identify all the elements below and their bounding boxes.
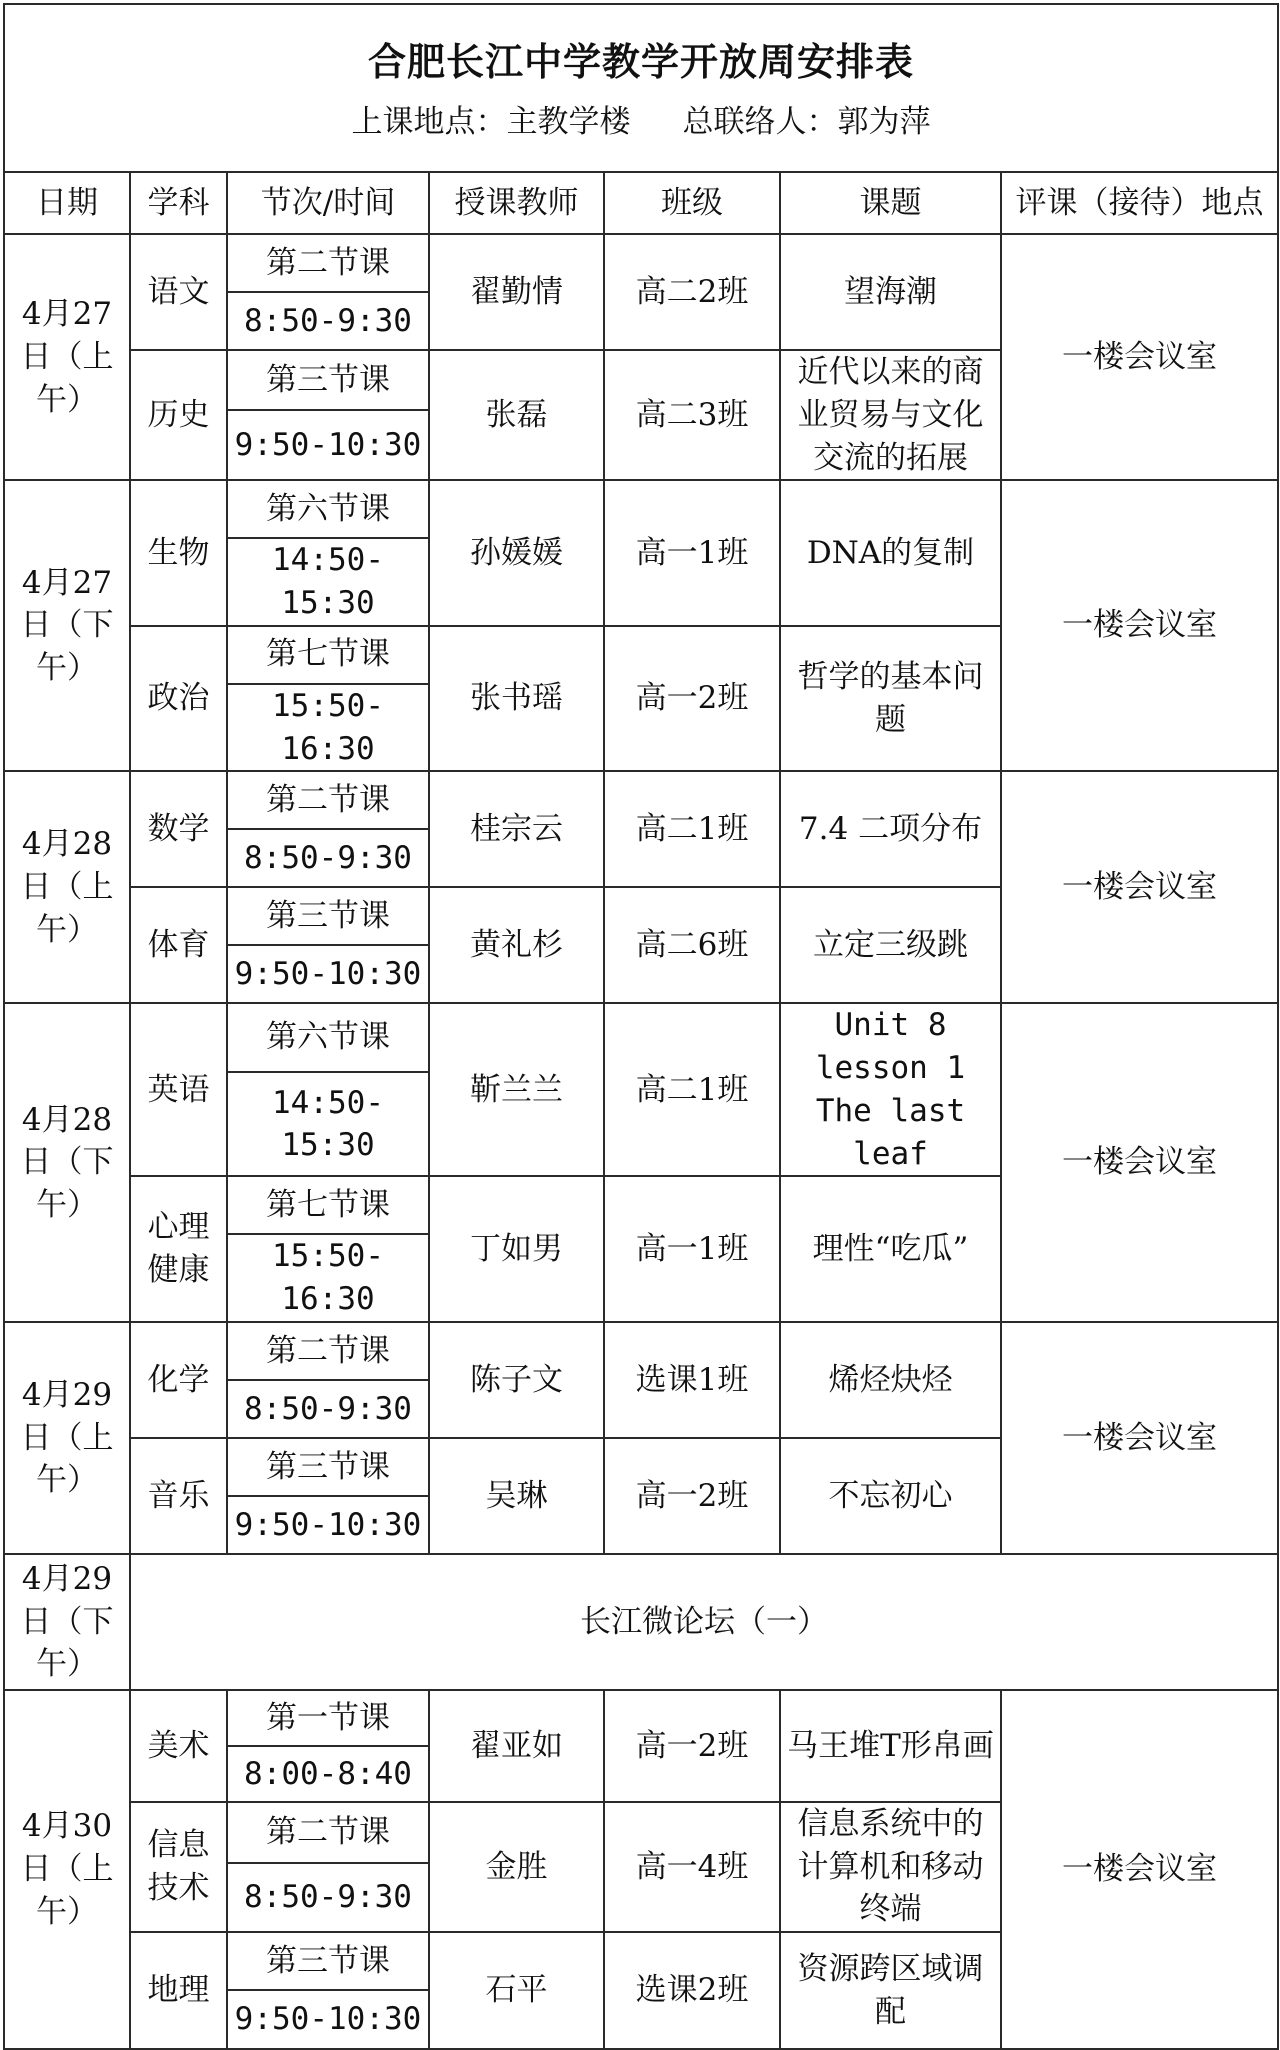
time-cell: 15:50-16:30: [227, 684, 429, 772]
time-cell: 8:50-9:30: [227, 1863, 429, 1932]
class-cell: 高二1班: [604, 1003, 780, 1176]
teacher-cell: 张磊: [429, 350, 604, 480]
class-cell: 高一4班: [604, 1802, 780, 1932]
subject-cell: 美术: [130, 1690, 227, 1802]
column-header-period: 节次/时间: [227, 172, 429, 234]
teacher-cell: 吴琳: [429, 1438, 604, 1554]
venue-cell: 一楼会议室: [1001, 480, 1278, 771]
schedule-sheet: [3, 3, 1277, 2038]
date-cell: 4月29日（下午）: [4, 1554, 130, 1690]
topic-cell: Unit 8 lesson 1 The last leaf: [780, 1003, 1001, 1176]
period-cell: 第三节课: [227, 1932, 429, 1990]
date-cell: 4月30日（上午）: [4, 1690, 130, 2049]
subject-cell: 英语: [130, 1003, 227, 1176]
date-cell: 4月29日（上午）: [4, 1322, 130, 1554]
column-header-subject: 学科: [130, 172, 227, 234]
time-cell: 9:50-10:30: [227, 1990, 429, 2049]
class-cell: 高一1班: [604, 1176, 780, 1322]
subject-cell: 心理健康: [130, 1176, 227, 1322]
period-cell: 第六节课: [227, 480, 429, 538]
event-cell: 长江微论坛（一）: [130, 1554, 1278, 1690]
class-cell: 高一2班: [604, 1438, 780, 1554]
subtitle: [9, 101, 1273, 144]
subject-cell: 体育: [130, 887, 227, 1003]
time-cell: 15:50-16:30: [227, 1234, 429, 1322]
subject-cell: 生物: [130, 480, 227, 626]
topic-cell: 不忘初心: [780, 1438, 1001, 1554]
teacher-cell: 金胜: [429, 1802, 604, 1932]
venue-cell: 一楼会议室: [1001, 1003, 1278, 1322]
teacher-cell: 石平: [429, 1932, 604, 2049]
subject-cell: 音乐: [130, 1438, 227, 1554]
column-header-teacher: 授课教师: [429, 172, 604, 234]
period-cell: 第二节课: [227, 234, 429, 292]
time-cell: 14:50-15:30: [227, 538, 429, 626]
topic-cell: 立定三级跳: [780, 887, 1001, 1003]
period-cell: 第七节课: [227, 626, 429, 684]
topic-cell: 资源跨区域调配: [780, 1932, 1001, 2049]
teacher-cell: 丁如男: [429, 1176, 604, 1322]
date-cell: 4月27日（下午）: [4, 480, 130, 771]
period-cell: 第二节课: [227, 771, 429, 829]
table-row: [4, 480, 1278, 538]
venue-cell: 一楼会议室: [1001, 1690, 1278, 2049]
teacher-cell: 陈子文: [429, 1322, 604, 1438]
teacher-cell: 靳兰兰: [429, 1003, 604, 1176]
date-cell: 4月27日（上午）: [4, 234, 130, 480]
teacher-cell: 翟亚如: [429, 1690, 604, 1802]
topic-cell: 近代以来的商业贸易与文化交流的拓展: [780, 350, 1001, 480]
time-cell: 8:50-9:30: [227, 292, 429, 350]
schedule-table: [3, 3, 1279, 2050]
class-cell: 高一2班: [604, 1690, 780, 1802]
class-cell: 高二6班: [604, 887, 780, 1003]
table-row: [4, 1003, 1278, 1072]
column-header-date: 日期: [4, 172, 130, 234]
topic-cell: 马王堆T形帛画: [780, 1690, 1001, 1802]
time-cell: 9:50-10:30: [227, 410, 429, 480]
time-cell: 8:00-8:40: [227, 1746, 429, 1802]
period-cell: 第六节课: [227, 1003, 429, 1072]
topic-cell: 望海潮: [780, 234, 1001, 350]
subject-cell: 地理: [130, 1932, 227, 2049]
venue-cell: 一楼会议室: [1001, 771, 1278, 1003]
teacher-cell: 翟勤情: [429, 234, 604, 350]
topic-cell: 7.4 二项分布: [780, 771, 1001, 887]
class-cell: 高二1班: [604, 771, 780, 887]
subject-cell: 历史: [130, 350, 227, 480]
period-cell: 第三节课: [227, 887, 429, 945]
topic-cell: 哲学的基本问题: [780, 626, 1001, 772]
class-cell: 高二3班: [604, 350, 780, 480]
table-row: [4, 1690, 1278, 1746]
venue-cell: 一楼会议室: [1001, 1322, 1278, 1554]
teacher-cell: 张书瑶: [429, 626, 604, 772]
topic-cell: DNA的复制: [780, 480, 1001, 626]
subject-cell: 政治: [130, 626, 227, 772]
time-cell: 8:50-9:30: [227, 829, 429, 887]
period-cell: 第三节课: [227, 1438, 429, 1496]
class-cell: 高一2班: [604, 626, 780, 772]
table-row: [4, 1554, 1278, 1690]
venue-cell: 一楼会议室: [1001, 234, 1278, 480]
class-cell: 高一1班: [604, 480, 780, 626]
column-header-venue: 评课（接待）地点: [1001, 172, 1278, 234]
title-block: [4, 4, 1278, 172]
page-title: 合肥长江中学教学开放周安排表: [368, 40, 915, 85]
time-cell: 9:50-10:30: [227, 945, 429, 1003]
period-cell: 第三节课: [227, 350, 429, 410]
subject-cell: 化学: [130, 1322, 227, 1438]
table-row: [4, 234, 1278, 292]
topic-cell: 理性“吃瓜”: [780, 1176, 1001, 1322]
subject-cell: 语文: [130, 234, 227, 350]
topic-cell: 信息系统中的计算机和移动终端: [780, 1802, 1001, 1932]
time-cell: 14:50-15:30: [227, 1072, 429, 1176]
date-cell: 4月28日（上午）: [4, 771, 130, 1003]
class-cell: 选课1班: [604, 1322, 780, 1438]
time-cell: 8:50-9:30: [227, 1380, 429, 1438]
time-cell: 9:50-10:30: [227, 1496, 429, 1554]
period-cell: 第二节课: [227, 1802, 429, 1863]
subject-cell: 数学: [130, 771, 227, 887]
date-cell: 4月28日（下午）: [4, 1003, 130, 1322]
contact-label: 总联络人：郭为萍: [682, 103, 931, 140]
topic-cell: 烯烃炔烃: [780, 1322, 1001, 1438]
class-cell: 高二2班: [604, 234, 780, 350]
header-row: [4, 172, 1278, 234]
period-cell: 第二节课: [227, 1322, 429, 1380]
teacher-cell: 孙媛媛: [429, 480, 604, 626]
period-cell: 第一节课: [227, 1690, 429, 1746]
column-header-topic: 课题: [780, 172, 1001, 234]
period-cell: 第七节课: [227, 1176, 429, 1234]
table-row: [4, 771, 1278, 829]
table-row: [4, 1322, 1278, 1380]
subject-cell: 信息技术: [130, 1802, 227, 1932]
column-header-class: 班级: [604, 172, 780, 234]
teacher-cell: 桂宗云: [429, 771, 604, 887]
location-label: 上课地点：主教学楼: [351, 103, 631, 140]
class-cell: 选课2班: [604, 1932, 780, 2049]
teacher-cell: 黄礼杉: [429, 887, 604, 1003]
